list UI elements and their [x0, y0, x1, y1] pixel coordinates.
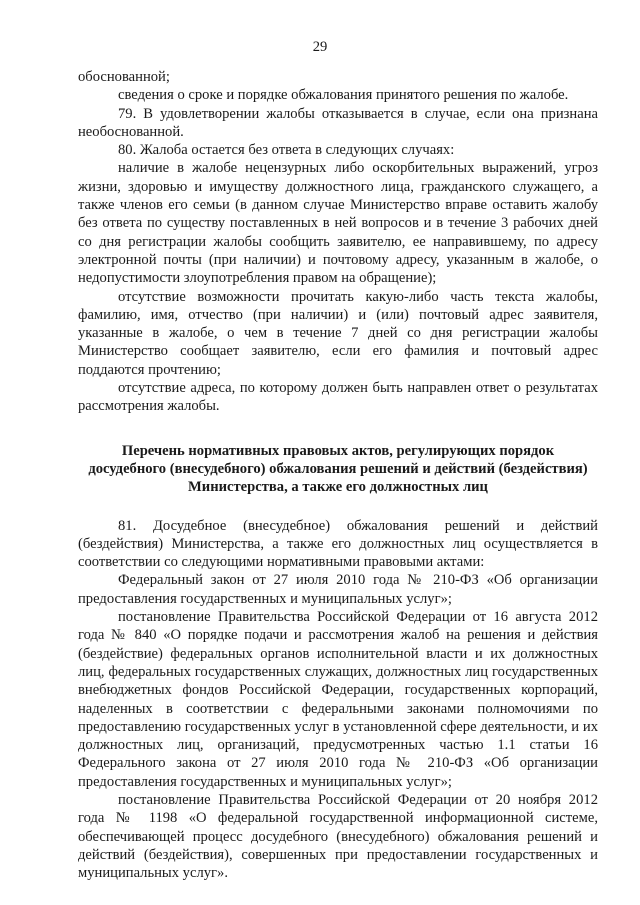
paragraph: 79. В удовлетворении жалобы отказывается в случае, если она признана необоснованной.: [78, 105, 598, 140]
paragraph: 81. Досудебное (внесудебное) обжалования решений и действий (бездействия) Министерства, а также его должностных лиц осуществляется в соответствии со следующими нормативными правовыми актами:: [78, 517, 598, 571]
document-body: [78, 68, 598, 882]
paragraph: обоснованной;: [78, 69, 170, 85]
heading-line: Министерства, а также его должностных лиц: [188, 479, 488, 496]
paragraph: сведения о сроке и порядке обжалования принятого решения по жалобе.: [118, 87, 569, 104]
paragraph: Федеральный закон от 27 июля 2010 года № 210-ФЗ «Об организации предоставления государственных и муниципальных услуг»;: [78, 572, 598, 607]
section-before-heading: [78, 68, 598, 416]
heading-line: Перечень нормативных правовых актов, регулирующих порядок: [121, 442, 555, 459]
paragraph: постановление Правительства Российской Федерации от 16 августа 2012 года № 840 «О порядке подачи и рассмотрения жалоб на решения и действия (бездействие) федеральных органов исполнительной власти и их должностных лиц, федеральных государственных служащих, должностных лиц государственных внебюджетных фондов Российской Федерации, государственных корпораций, наделенных в соответствии с федеральными законами полномочиями по предоставлению государственных услуг в установленной сфере деятельности, и их должностных лиц, организаций, предусмотренных частью 1.1 статьи 16 Федерального закона от 27 июля 2010 года № 210-ФЗ «Об организации предоставления государственных и муниципальных услуг»;: [78, 609, 598, 790]
section-after-heading: [78, 517, 598, 883]
paragraph: отсутствие возможности прочитать какую-либо часть текста жалобы, фамилию, имя, отчество (при наличии) и (или) почтовый адрес заявителя, указанные в жалобе, о чем в течение 7 дней со дня регистрации жалобы Министерство сообщает заявителю, если его фамилия и почтовый адрес поддаются прочтению;: [78, 288, 598, 378]
heading-line: досудебного (внесудебного) обжалования решений и действий (бездействия): [88, 460, 588, 477]
paragraph: 80. Жалоба остается без ответа в следующих случаях:: [118, 142, 455, 159]
paragraph: отсутствие адреса, по которому должен быть направлен ответ о результатах рассмотрения жалобы.: [78, 380, 598, 415]
paragraph: постановление Правительства Российской Федерации от 20 ноября 2012 года № 1198 «О федеральной государственной информационной системе, обеспечивающей процесс досудебного (внесудебного) обжалования решений и действий (бездействия), совершенных при предоставлении государственных и муниципальных услуг».: [78, 791, 598, 882]
paragraph: наличие в жалобе нецензурных либо оскорбительных выражений, угроз жизни, здоровью и имуществу должностного лица, гражданского служащего, а также членов его семьи (в данном случае Министерство вправе оставить жалобу без ответа по существу поставленных в ней вопросов и в течение 3 рабочих дней со дня регистрации жалобы сообщить заявителю, ее направившему, по адресу электронной почты (при наличии) и почтовому адресу, указанным в жалобе, о недопустимости злоупотребления правом на обращение);: [78, 160, 598, 287]
section-heading: [78, 442, 598, 497]
page-number: 29: [312, 39, 328, 55]
